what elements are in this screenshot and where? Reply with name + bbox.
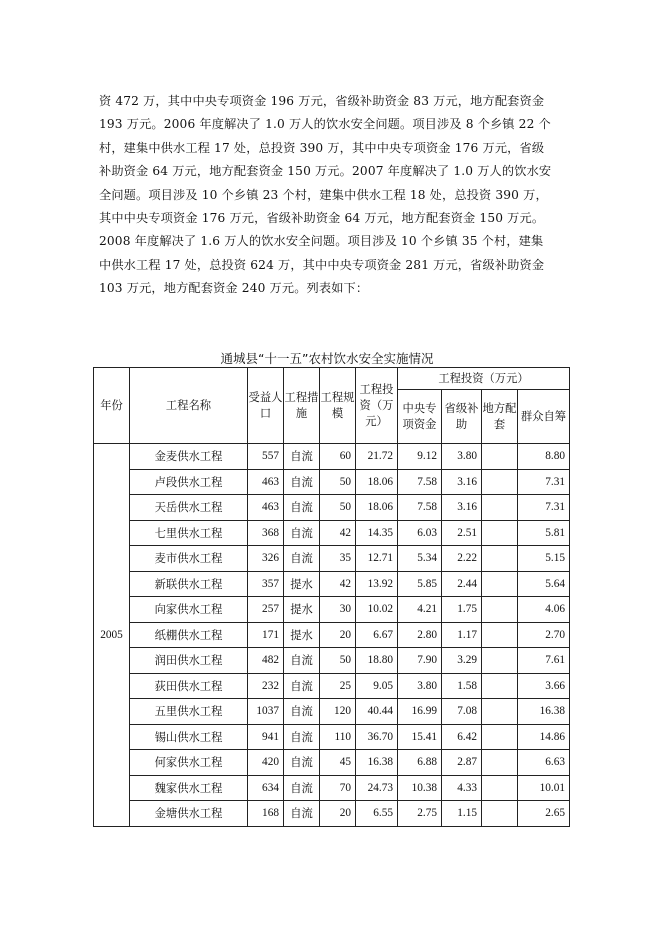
- paragraph-line: 其中中央专项资金 176 万元，省级补助资金 64 万元，地方配套资金 150 万元。: [99, 211, 545, 226]
- name-cell: 金塘供水工程: [130, 801, 248, 827]
- paragraph-line: 全问题。项目涉及 10 个乡镇 23 个村，建集中供水工程 18 处，总投资 390 万，: [99, 187, 548, 202]
- self-cell: 5.15: [518, 546, 570, 572]
- investment-cell: 24.73: [356, 775, 398, 801]
- scale-cell: 25: [320, 673, 356, 699]
- local-cell: [482, 699, 518, 725]
- header-year: 年份: [94, 368, 130, 444]
- self-cell: 10.01: [518, 775, 570, 801]
- investment-cell: 6.55: [356, 801, 398, 827]
- paragraph-line: 村，建集中供水工程 17 处，总投资 390 万，其中中央专项资金 176 万元，省级: [99, 140, 545, 155]
- provincial-cell: 1.75: [442, 597, 482, 623]
- measure-cell: 自流: [284, 750, 320, 776]
- table-row: [94, 571, 570, 597]
- scale-cell: 50: [320, 469, 356, 495]
- provincial-cell: 1.17: [442, 622, 482, 648]
- population-cell: 1037: [248, 699, 284, 725]
- central-cell: 6.88: [398, 750, 442, 776]
- table-row: [94, 444, 570, 470]
- local-cell: [482, 546, 518, 572]
- investment-cell: 18.80: [356, 648, 398, 674]
- self-cell: 16.38: [518, 699, 570, 725]
- table-row: [94, 597, 570, 623]
- self-cell: 7.31: [518, 469, 570, 495]
- central-cell: 2.75: [398, 801, 442, 827]
- provincial-cell: 2.22: [442, 546, 482, 572]
- self-cell: 6.63: [518, 750, 570, 776]
- measure-cell: 自流: [284, 724, 320, 750]
- investment-cell: 36.70: [356, 724, 398, 750]
- measure-cell: 提水: [284, 622, 320, 648]
- self-cell: 5.81: [518, 520, 570, 546]
- population-cell: 171: [248, 622, 284, 648]
- scale-cell: 20: [320, 622, 356, 648]
- body-paragraph: [99, 90, 569, 301]
- name-cell: 五里供水工程: [130, 699, 248, 725]
- local-cell: [482, 469, 518, 495]
- local-cell: [482, 495, 518, 521]
- name-cell: 荻田供水工程: [130, 673, 248, 699]
- table-row: [94, 801, 570, 827]
- name-cell: 卢段供水工程: [130, 469, 248, 495]
- name-cell: 润田供水工程: [130, 648, 248, 674]
- measure-cell: 自流: [284, 444, 320, 470]
- local-cell: [482, 775, 518, 801]
- name-cell: 向家供水工程: [130, 597, 248, 623]
- provincial-cell: 4.33: [442, 775, 482, 801]
- header-self: 群众自筹: [518, 390, 570, 444]
- table-row: [94, 546, 570, 572]
- local-cell: [482, 622, 518, 648]
- header-provincial: 省级补助: [442, 390, 482, 444]
- investment-cell: 18.06: [356, 469, 398, 495]
- local-cell: [482, 520, 518, 546]
- measure-cell: 提水: [284, 571, 320, 597]
- population-cell: 420: [248, 750, 284, 776]
- local-cell: [482, 648, 518, 674]
- scale-cell: 35: [320, 546, 356, 572]
- header-name: 工程名称: [130, 368, 248, 444]
- measure-cell: 自流: [284, 520, 320, 546]
- local-cell: [482, 673, 518, 699]
- central-cell: 7.90: [398, 648, 442, 674]
- investment-cell: 21.72: [356, 444, 398, 470]
- self-cell: 7.31: [518, 495, 570, 521]
- local-cell: [482, 444, 518, 470]
- self-cell: 5.64: [518, 571, 570, 597]
- paragraph-line: 中供水工程 17 处，总投资 624 万，其中中央专项资金 281 万元，省级补助资金: [99, 257, 545, 272]
- paragraph-line: 2008 年度解决了 1.6 万人的饮水安全问题。项目涉及 10 个乡镇 35 个村，建集: [99, 234, 544, 249]
- header-scale: 工程规模: [320, 368, 356, 444]
- central-cell: 7.58: [398, 495, 442, 521]
- paragraph-line: 103 万元，地方配套资金 240 万元。列表如下：: [99, 281, 369, 296]
- provincial-cell: 1.58: [442, 673, 482, 699]
- scale-cell: 45: [320, 750, 356, 776]
- central-cell: 16.99: [398, 699, 442, 725]
- self-cell: 14.86: [518, 724, 570, 750]
- central-cell: 3.80: [398, 673, 442, 699]
- provincial-cell: 2.87: [442, 750, 482, 776]
- scale-cell: 42: [320, 520, 356, 546]
- investment-cell: 14.35: [356, 520, 398, 546]
- header-investment: 工程投资（万元）: [356, 368, 398, 444]
- name-cell: 天岳供水工程: [130, 495, 248, 521]
- paragraph-line: 补助资金 64 万元，地方配套资金 150 万元。2007 年度解决了 1.0 万人的饮水安: [99, 164, 552, 179]
- local-cell: [482, 724, 518, 750]
- local-cell: [482, 750, 518, 776]
- paragraph-line: 193 万元。2006 年度解决了 1.0 万人的饮水安全问题。项目涉及 8 个乡镇 22 个: [99, 117, 551, 132]
- population-cell: 326: [248, 546, 284, 572]
- population-cell: 557: [248, 444, 284, 470]
- central-cell: 2.80: [398, 622, 442, 648]
- investment-cell: 18.06: [356, 495, 398, 521]
- water-safety-table: [93, 367, 570, 827]
- investment-cell: 40.44: [356, 699, 398, 725]
- central-cell: 7.58: [398, 469, 442, 495]
- scale-cell: 60: [320, 444, 356, 470]
- name-cell: 锡山供水工程: [130, 724, 248, 750]
- name-cell: 何家供水工程: [130, 750, 248, 776]
- self-cell: 3.66: [518, 673, 570, 699]
- provincial-cell: 3.80: [442, 444, 482, 470]
- central-cell: 15.41: [398, 724, 442, 750]
- provincial-cell: 2.51: [442, 520, 482, 546]
- self-cell: 7.61: [518, 648, 570, 674]
- header-investment-group: 工程投资（万元）: [398, 368, 570, 390]
- table-row: [94, 699, 570, 725]
- central-cell: 5.34: [398, 546, 442, 572]
- header-central: 中央专项资金: [398, 390, 442, 444]
- investment-cell: 10.02: [356, 597, 398, 623]
- scale-cell: 70: [320, 775, 356, 801]
- table-row: [94, 469, 570, 495]
- central-cell: 9.12: [398, 444, 442, 470]
- paragraph-line: 资 472 万，其中中央专项资金 196 万元，省级补助资金 83 万元，地方配套资金: [99, 94, 545, 108]
- measure-cell: 自流: [284, 775, 320, 801]
- name-cell: 新联供水工程: [130, 571, 248, 597]
- table-row: [94, 520, 570, 546]
- provincial-cell: 1.15: [442, 801, 482, 827]
- central-cell: 6.03: [398, 520, 442, 546]
- provincial-cell: 3.16: [442, 495, 482, 521]
- population-cell: 941: [248, 724, 284, 750]
- measure-cell: 自流: [284, 469, 320, 495]
- scale-cell: 42: [320, 571, 356, 597]
- table-row: [94, 622, 570, 648]
- population-cell: 368: [248, 520, 284, 546]
- scale-cell: 50: [320, 648, 356, 674]
- scale-cell: 110: [320, 724, 356, 750]
- central-cell: 4.21: [398, 597, 442, 623]
- population-cell: 463: [248, 495, 284, 521]
- name-cell: 七里供水工程: [130, 520, 248, 546]
- scale-cell: 30: [320, 597, 356, 623]
- measure-cell: 提水: [284, 597, 320, 623]
- measure-cell: 自流: [284, 673, 320, 699]
- header-population: 受益人口: [248, 368, 284, 444]
- population-cell: 257: [248, 597, 284, 623]
- table-caption: 通城县“十一五”农村饮水安全实施情况: [220, 351, 434, 366]
- provincial-cell: 7.08: [442, 699, 482, 725]
- population-cell: 168: [248, 801, 284, 827]
- population-cell: 634: [248, 775, 284, 801]
- self-cell: 2.70: [518, 622, 570, 648]
- provincial-cell: 3.29: [442, 648, 482, 674]
- scale-cell: 120: [320, 699, 356, 725]
- central-cell: 10.38: [398, 775, 442, 801]
- provincial-cell: 2.44: [442, 571, 482, 597]
- provincial-cell: 3.16: [442, 469, 482, 495]
- header-measure: 工程措施: [284, 368, 320, 444]
- name-cell: 纸棚供水工程: [130, 622, 248, 648]
- scale-cell: 20: [320, 801, 356, 827]
- header-local: 地方配套: [482, 390, 518, 444]
- year-cell: 2005: [94, 444, 130, 827]
- provincial-cell: 6.42: [442, 724, 482, 750]
- table-row: [94, 775, 570, 801]
- measure-cell: 自流: [284, 648, 320, 674]
- population-cell: 482: [248, 648, 284, 674]
- table-row: [94, 648, 570, 674]
- investment-cell: 6.67: [356, 622, 398, 648]
- name-cell: 金麦供水工程: [130, 444, 248, 470]
- measure-cell: 自流: [284, 801, 320, 827]
- table-row: [94, 673, 570, 699]
- local-cell: [482, 571, 518, 597]
- self-cell: 8.80: [518, 444, 570, 470]
- local-cell: [482, 597, 518, 623]
- population-cell: 232: [248, 673, 284, 699]
- investment-cell: 13.92: [356, 571, 398, 597]
- measure-cell: 自流: [284, 495, 320, 521]
- population-cell: 463: [248, 469, 284, 495]
- investment-cell: 16.38: [356, 750, 398, 776]
- name-cell: 麦市供水工程: [130, 546, 248, 572]
- measure-cell: 自流: [284, 546, 320, 572]
- self-cell: 2.65: [518, 801, 570, 827]
- measure-cell: 自流: [284, 699, 320, 725]
- table-row: [94, 495, 570, 521]
- name-cell: 魏家供水工程: [130, 775, 248, 801]
- investment-cell: 9.05: [356, 673, 398, 699]
- scale-cell: 50: [320, 495, 356, 521]
- population-cell: 357: [248, 571, 284, 597]
- table-row: [94, 750, 570, 776]
- investment-cell: 12.71: [356, 546, 398, 572]
- self-cell: 4.06: [518, 597, 570, 623]
- local-cell: [482, 801, 518, 827]
- table-row: [94, 724, 570, 750]
- central-cell: 5.85: [398, 571, 442, 597]
